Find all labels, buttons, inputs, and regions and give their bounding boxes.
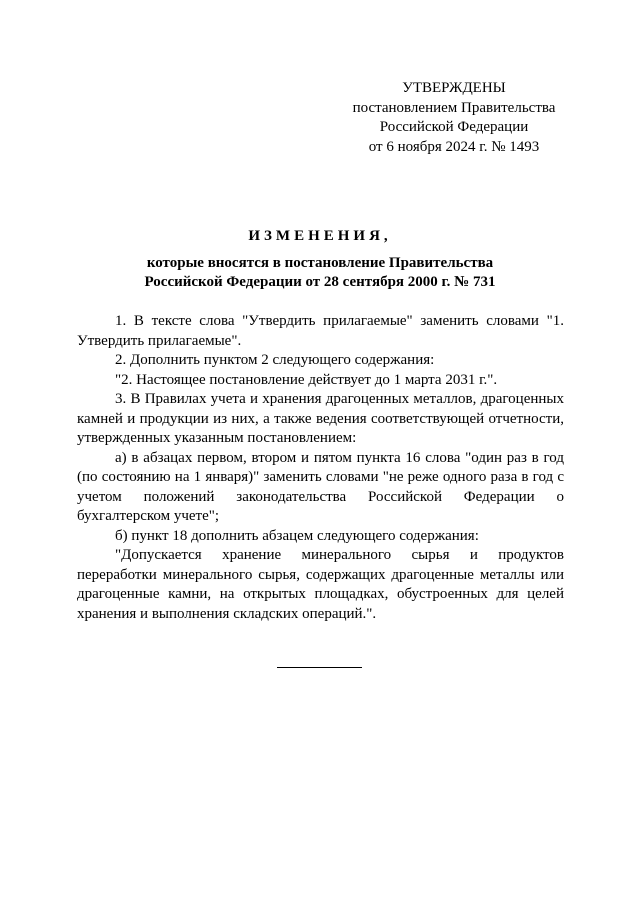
approval-line-2: Российской Федерации: [379, 119, 529, 135]
paragraph-subitem-a: а) в абзацах первом, втором и пятом пункта 16 слова "один раз в год (по состоянию на 1 января)" заменить словами "не реже одного раза в год с учетом положений законодательства Российской Федерации о бухгалтерском учете";: [77, 449, 564, 524]
approval-block: [344, 79, 564, 157]
paragraph-subitem-b: б) пункт 18 дополнить абзацем следующего содержания:: [115, 527, 479, 544]
document-heading: [0, 226, 640, 292]
document-subtitle-line-1: которые вносятся в постановление Правительства: [146, 255, 494, 271]
approval-stamp: УТВЕРЖДЕНЫ: [402, 80, 506, 96]
paragraph-item-3: 3. В Правилах учета и хранения драгоценных металлов, драгоценных камней и продукции из них, а также ведения соответствующей отчетности, утвержденных указанным постановлением:: [77, 391, 564, 446]
approval-line-1: постановлением Правительства: [352, 99, 556, 116]
paragraph-item-1: 1. В тексте слова "Утвердить прилагаемые" заменить словами "1. Утвердить прилагаемые".: [77, 313, 564, 349]
end-divider: [277, 667, 362, 668]
paragraph-item-2: 2. Дополнить пунктом 2 следующего содержания:: [115, 352, 435, 368]
paragraph-quote-subitem-b: "Допускается хранение минерального сырья и продуктов переработки минерального сырья, содержащих драгоценные металлы или драгоценные камни, на открытых площадках, обустроенных для целей хранения и выполнения складских операций.".: [77, 547, 564, 622]
document-subtitle-line-2: Российской Федерации от 28 сентября 2000 г. № 731: [144, 274, 496, 290]
document-title: ИЗМЕНЕНИЯ,: [248, 228, 392, 244]
paragraph-quote-item-2: "2. Настоящее постановление действует до 1 марта 2031 г.".: [115, 371, 498, 388]
document-body: [77, 312, 564, 624]
approval-line-3: от 6 ноября 2024 г. № 1493: [368, 138, 540, 155]
